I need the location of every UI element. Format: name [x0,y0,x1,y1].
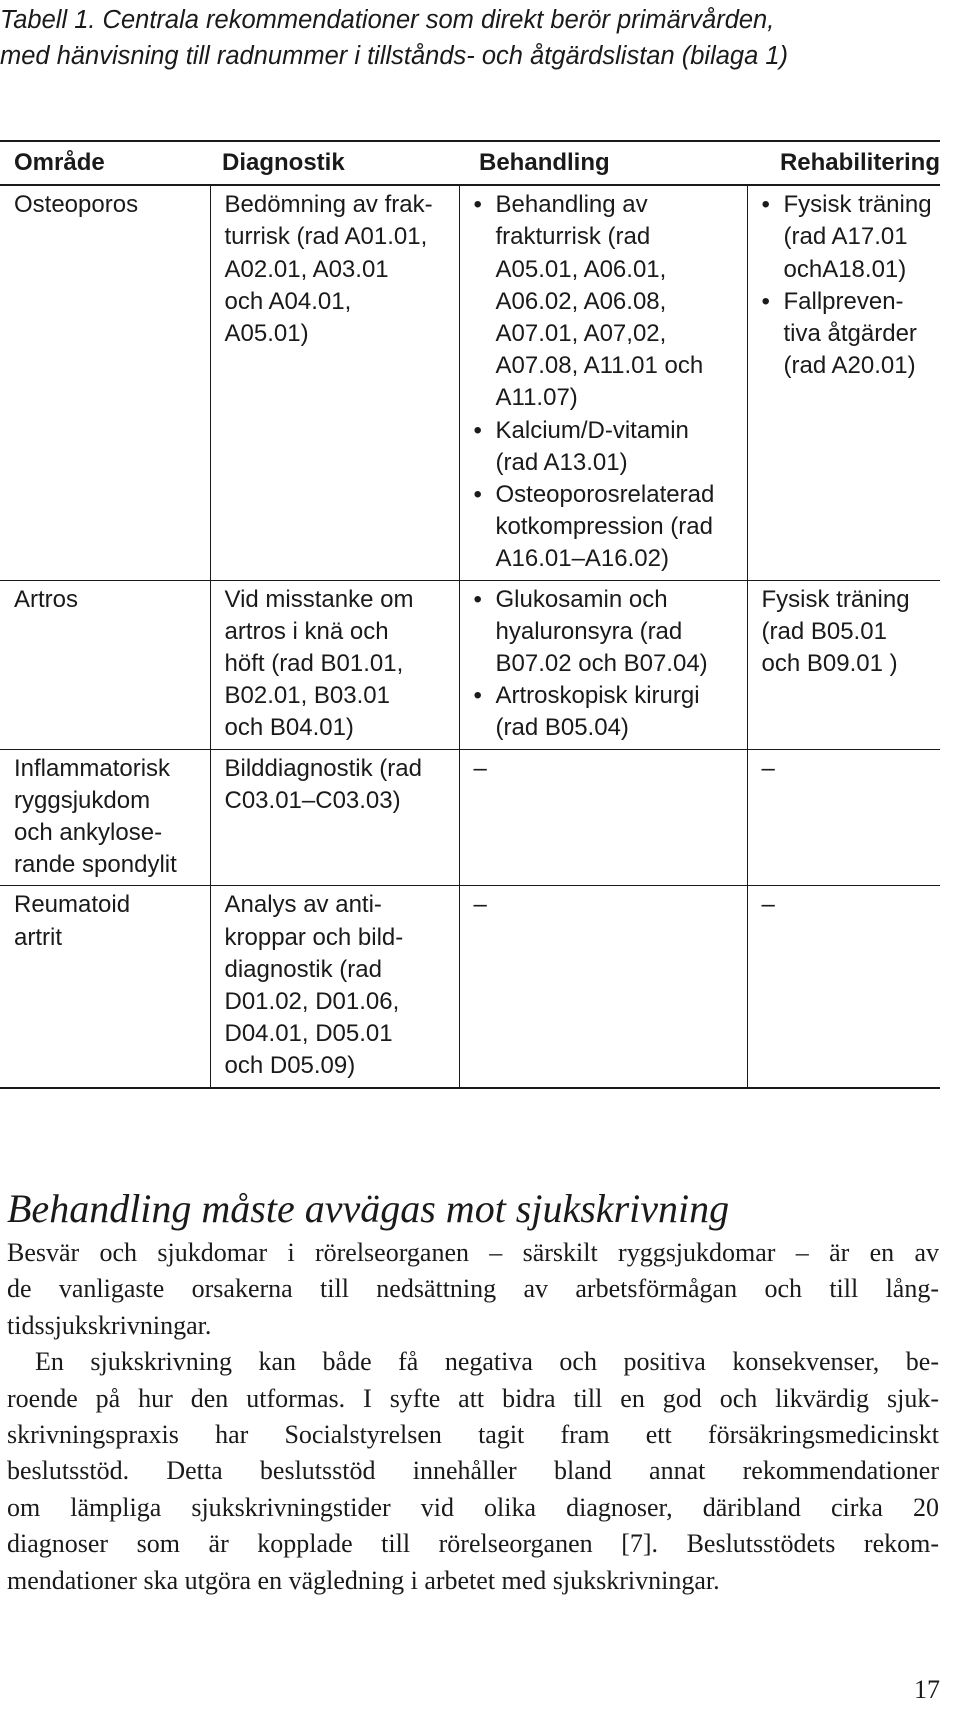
table-header-row [0,141,940,185]
cell-line: • Fysisk träning [783,191,932,219]
cell-area [0,886,210,1088]
cell-line: A05.01) [224,320,309,348]
cell-line: (rad B05.01 [761,617,887,645]
paragraph-line: tidssjukskrivningar. [7,1310,212,1340]
cell-line: A02.01, A03.01 [224,255,389,283]
cell-line: Analys av anti- [224,891,382,919]
bullet-item [474,479,747,576]
cell-line: Osteoporos [14,191,139,219]
cell-diagnostics [210,580,459,749]
cell-line: turrisk (rad A01.01, [224,223,428,251]
cell-line: A06.02, A06.08, [495,287,667,315]
cell-line: hyaluronsyra (rad [495,617,683,645]
cell-line: och ankylose- [14,819,163,847]
cell-line: diagnostik (rad [224,955,382,983]
cell-line: Vid misstanke om [224,585,414,613]
cell-line: C03.01–C03.03) [224,786,401,814]
cell-line: tiva åtgärder [783,320,917,348]
cell-line: (rad B05.04) [495,714,629,742]
page-number: 17 [914,1675,940,1704]
empty-dash: – [761,891,775,919]
cell-line: rande spondylit [14,851,177,879]
cell-line: Bilddiagnostik (rad [224,754,422,782]
cell-diagnostics [210,749,459,886]
cell-line: • Fallpreven- [783,287,904,315]
recommendations-table [0,140,940,1089]
cell-area [0,580,210,749]
cell-line: A16.01–A16.02) [495,545,669,573]
cell-line: Inflammatorisk [14,754,171,782]
cell-line: D04.01, D05.01 [224,1020,393,1048]
cell-line: och D05.09) [224,1052,356,1080]
cell-line: • Kalcium/D-vitamin [495,416,689,444]
header-diagnostics: Diagnostik [210,141,459,185]
cell-line: (rad A13.01) [495,448,628,476]
cell-line: kroppar och bild- [224,923,404,951]
cell-line: och B09.01 ) [761,650,898,678]
section-body [7,1185,939,1599]
paragraph-line: roende på hur den utformas. I syfte att bidra till en god och likvärdig sjuk- [7,1383,939,1413]
cell-line: • Behandling av [495,191,648,219]
paragraph [7,1235,939,1344]
paragraph-line: de vanligaste orsakerna till nedsättning av arbetsförmågan och till lång- [7,1274,939,1304]
cell-line: ochA18.01) [783,255,907,283]
paragraph [7,1344,939,1599]
cell-line: (rad A17.01 [783,223,908,251]
paragraph-line: om lämpliga sjukskrivningstider vid olika diagnoser, däribland cirka 20 [7,1492,939,1522]
paragraph-line: diagnoser som är kopplade till rörelseorganen [7]. Beslutsstödets rekom- [7,1529,939,1559]
bullet-item [474,680,747,744]
table-row [0,185,940,580]
cell-line: Bedömning av frak- [224,191,433,219]
cell-line: D01.02, D01.06, [224,988,400,1016]
cell-rehab [747,749,940,886]
bullet-item [762,286,941,383]
paragraph-line: beslutsstöd. Detta beslutsstöd innehåller bland annat rekommendationer [7,1456,939,1486]
cell-line: • Artroskopisk kirurgi [495,682,700,710]
cell-treatment [459,749,747,886]
bullet-item [474,189,747,414]
bullet-item [474,415,747,479]
table-caption [0,2,940,74]
caption-line: Tabell 1. Centrala rekommendationer som direkt berör primärvården, [0,6,775,34]
header-rehab: Rehabilitering [747,141,940,185]
cell-line: och B04.01) [224,714,354,742]
cell-line: artrit [14,923,62,951]
cell-line: (rad A20.01) [783,352,916,380]
empty-dash: – [761,754,775,782]
cell-treatment [459,580,747,749]
cell-line: • Glukosamin och [495,585,668,613]
cell-line: frakturrisk (rad [495,223,651,251]
cell-diagnostics [210,185,459,580]
cell-line: höft (rad B01.01, [224,650,404,678]
cell-treatment [459,886,747,1088]
header-treatment: Behandling [459,141,747,185]
cell-diagnostics [210,886,459,1088]
table-row [0,749,940,886]
cell-line: Fysisk träning [761,585,910,613]
cell-line: B02.01, B03.01 [224,682,390,710]
header-area: Område [0,141,210,185]
cell-rehab [747,580,940,749]
cell-rehab [747,185,940,580]
table-row [0,580,940,749]
cell-line: • Osteoporosrelaterad [495,481,715,509]
bullet-item [762,189,941,286]
paragraph-line: Besvär och sjukdomar i rörelseorganen – särskilt ryggsjukdomar – är en av [7,1238,939,1267]
cell-line: A07.08, A11.01 och [495,352,704,380]
cell-line: A07.01, A07,02, [495,320,667,348]
cell-line: artros i knä och [224,617,389,645]
empty-dash: – [473,754,487,782]
cell-line: A11.07) [495,384,578,412]
cell-line: och A04.01, [224,287,352,315]
cell-line: kotkompression (rad [495,513,713,541]
paragraph-line: skrivningspraxis har Socialstyrelsen tagit fram ett försäkringsmedicinskt [7,1420,939,1450]
cell-line: Artros [14,585,79,613]
section-heading: Behandling måste avvägas mot sjukskrivning [7,1186,730,1231]
paragraph-line: En sjukskrivning kan både få negativa och positiva konsekvenser, be- [35,1347,939,1377]
table-row [0,886,940,1088]
empty-dash: – [473,891,487,919]
cell-line: ryggsjukdom [14,786,151,814]
cell-line: A05.01, A06.01, [495,255,667,283]
cell-area [0,185,210,580]
cell-line: B07.02 och B07.04) [495,650,708,678]
cell-line: Reumatoid [14,891,131,919]
bullet-item [474,584,747,681]
caption-line: med hänvisning till radnummer i tillstånds- och åtgärdslistan (bilaga 1) [0,42,789,70]
cell-rehab [747,886,940,1088]
cell-area [0,749,210,886]
paragraph-line: mendationer ska utgöra en vägledning i arbetet med sjukskrivningar. [7,1565,720,1595]
cell-treatment [459,185,747,580]
